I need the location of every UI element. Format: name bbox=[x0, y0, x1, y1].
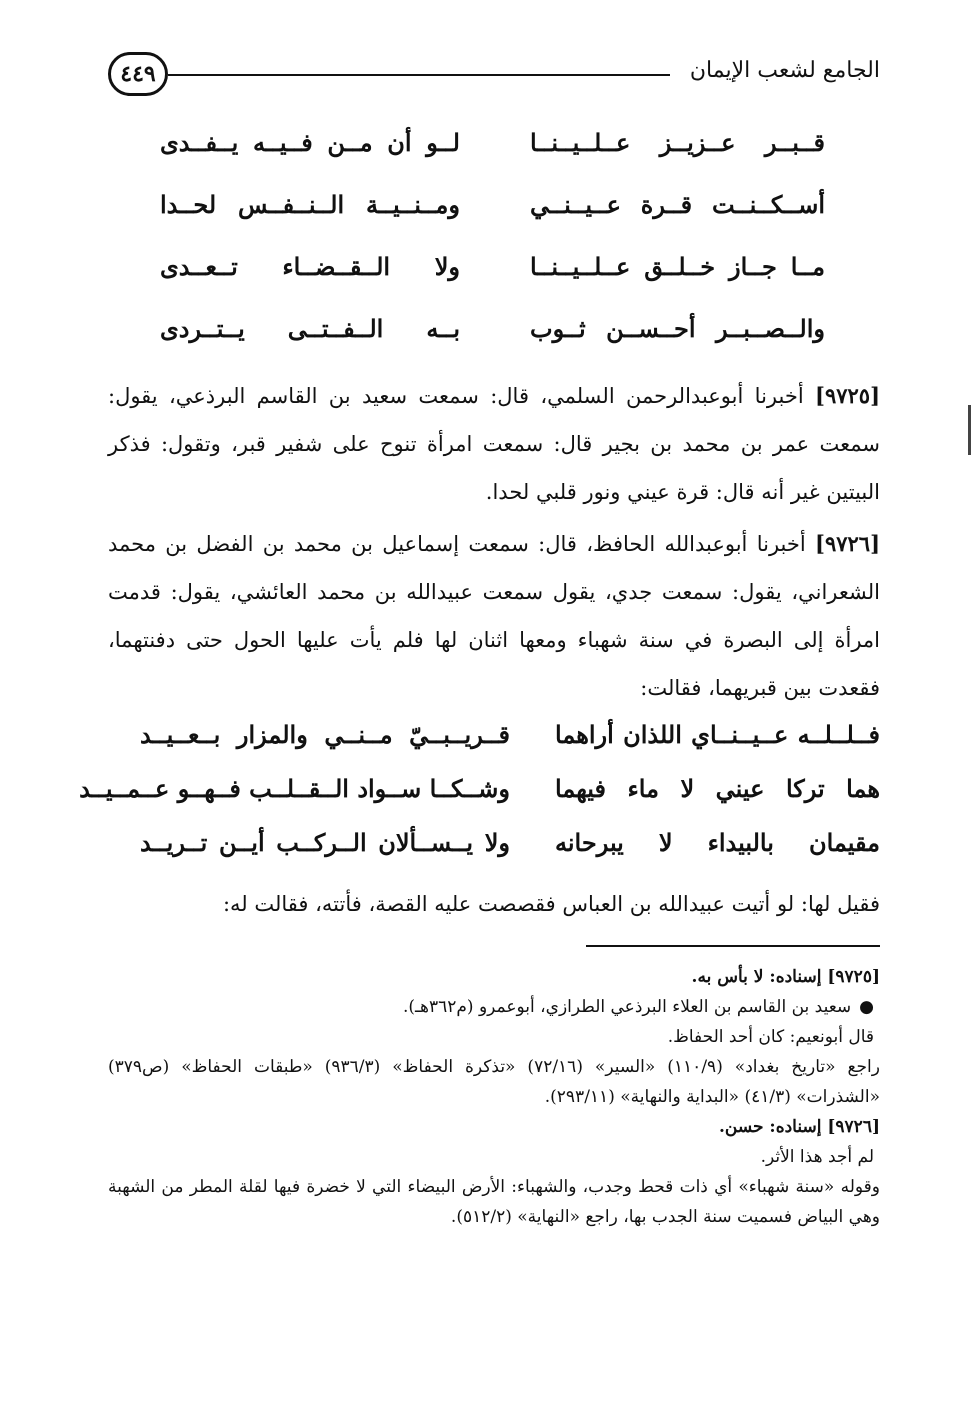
header-rule bbox=[168, 74, 670, 76]
verse-first-hemistich: مقيمان بالبيداء لا يبرحانه bbox=[555, 828, 880, 857]
footnote-9726-heading: [٩٧٢٦] إسناده: حسن. bbox=[718, 1117, 880, 1137]
footnotes bbox=[108, 962, 880, 1232]
page-number: ٤٤٩ bbox=[108, 52, 168, 96]
narrative-text: فقيل لها: لو أتيت عبيدالله بن العباس فقصصت عليه القصة، فأتته، فقالت له: bbox=[222, 892, 880, 916]
running-title: الجامع لشعب الإيمان bbox=[689, 58, 880, 83]
verse-first-hemistich: مــا جــاز خــلــق عــلــيــنــا bbox=[530, 252, 825, 281]
footnote-quote: قال أبونعيم: كان أحد الحفاظ. bbox=[667, 1027, 874, 1047]
verse-second-hemistich: قــريــبــيّ مــنــي والمزار بــعــيــد bbox=[140, 720, 510, 749]
bullet-icon: ● bbox=[859, 997, 874, 1017]
verse-line bbox=[79, 774, 880, 803]
hadith-text: أخبرنا أبوعبدالله الحافظ، قال: سمعت إسماعيل بن محمد بن الفضل بن محمد الشعراني، يقول: سمعت جدي، يقول سمعت عبيدالله بن محمد العائشي، يقول: قدمت امرأة إلى البصرة في سنة شهباء ومعها اثنان لها فلم يأت عليها الحول حتى دفنتهما، فقعدت بين قبريهما، فقالت: bbox=[108, 532, 880, 700]
verse-line bbox=[140, 828, 880, 857]
narrative-paragraph bbox=[108, 880, 880, 928]
verse-first-hemistich: هما تركا عيني لا ماء فيهما bbox=[555, 774, 880, 803]
verse-line bbox=[160, 314, 825, 343]
hadith-text: أخبرنا أبوعبدالرحمن السلمي، قال: سمعت سعيد بن القاسم البرذعي، يقول: سمعت عمر بن محمد بن بجير قال: سمعت امرأة تنوح على شفير قبر، وتقول: فذكر البيتين غير أنه قال: قرة عيني ونور قلبي لحدا. bbox=[108, 384, 880, 504]
hadith-paragraph-9726 bbox=[108, 520, 880, 712]
verse-second-hemistich: ومــنــيــة الــنــفــس لحــدا bbox=[160, 190, 460, 219]
verse-first-hemistich: فــلــلــه عــيــنــاي اللذان أراهما bbox=[555, 720, 880, 749]
hadith-number: [٩٧٢٥] bbox=[815, 383, 880, 408]
footnote-separator bbox=[586, 945, 880, 947]
footnote-9725-heading: [٩٧٢٥] إسناده: لا بأس به. bbox=[691, 967, 880, 987]
margin-mark bbox=[968, 405, 971, 455]
verse-second-hemistich: وشــكــا ســواد الــقــلــب فــهــو عــمــيــد bbox=[79, 774, 510, 803]
verse-line bbox=[160, 128, 825, 157]
verse-line bbox=[140, 720, 880, 749]
verse-first-hemistich: والــصــبــر أحــســن ثــوب bbox=[530, 314, 825, 343]
footnote-references: راجع «تاريخ بغداد» (١١٠/٩) «السير» (٧٢/١٦) «تذكرة الحفاظ» (٩٣٦/٣) «طبقات الحفاظ» (ص٣٧٩) «الشذرات» (٤١/٣) «البداية والنهاية» (٢٩٣/١١). bbox=[108, 1057, 880, 1107]
page-header bbox=[108, 52, 880, 100]
verse-second-hemistich: ولا الــقــضــاء تــعــدى bbox=[160, 252, 460, 281]
verse-first-hemistich: قــبــر عــزيــز عــلــيــنــا bbox=[530, 128, 825, 157]
hadith-number: [٩٧٢٦] bbox=[815, 531, 880, 556]
footnote-narrator-text: سعيد بن القاسم بن العلاء البرذعي الطرازي، أبوعمرو (م٣٦٢هـ). bbox=[403, 997, 852, 1017]
footnote-narrator-entry bbox=[108, 992, 880, 1022]
verse-second-hemistich: بــه الــفــتــى يــتــردى bbox=[160, 314, 460, 343]
footnote-text: لم أجد هذا الأثر. bbox=[760, 1147, 874, 1167]
hadith-paragraph-9725 bbox=[108, 372, 880, 516]
verse-second-hemistich: لــو أن مــن فــيــه يــفــدى bbox=[160, 128, 460, 157]
verse-first-hemistich: أســكــنــت قــرة عــيــنــي bbox=[530, 190, 825, 219]
footnote-explanation: وقوله «سنة شهباء» أي ذات قحط وجدب، والشهباء: الأرض البيضاء التي لا خضرة فيها لقلة المطر من الشهبة وهي البياض فسميت سنة الجدب بها، راجع «النهاية» (٥١٢/٢). bbox=[108, 1177, 880, 1227]
verse-second-hemistich: ولا يــســألان الــركــب أيــن تــريــد bbox=[140, 828, 510, 857]
verse-line bbox=[160, 252, 825, 281]
verse-line bbox=[160, 190, 825, 219]
